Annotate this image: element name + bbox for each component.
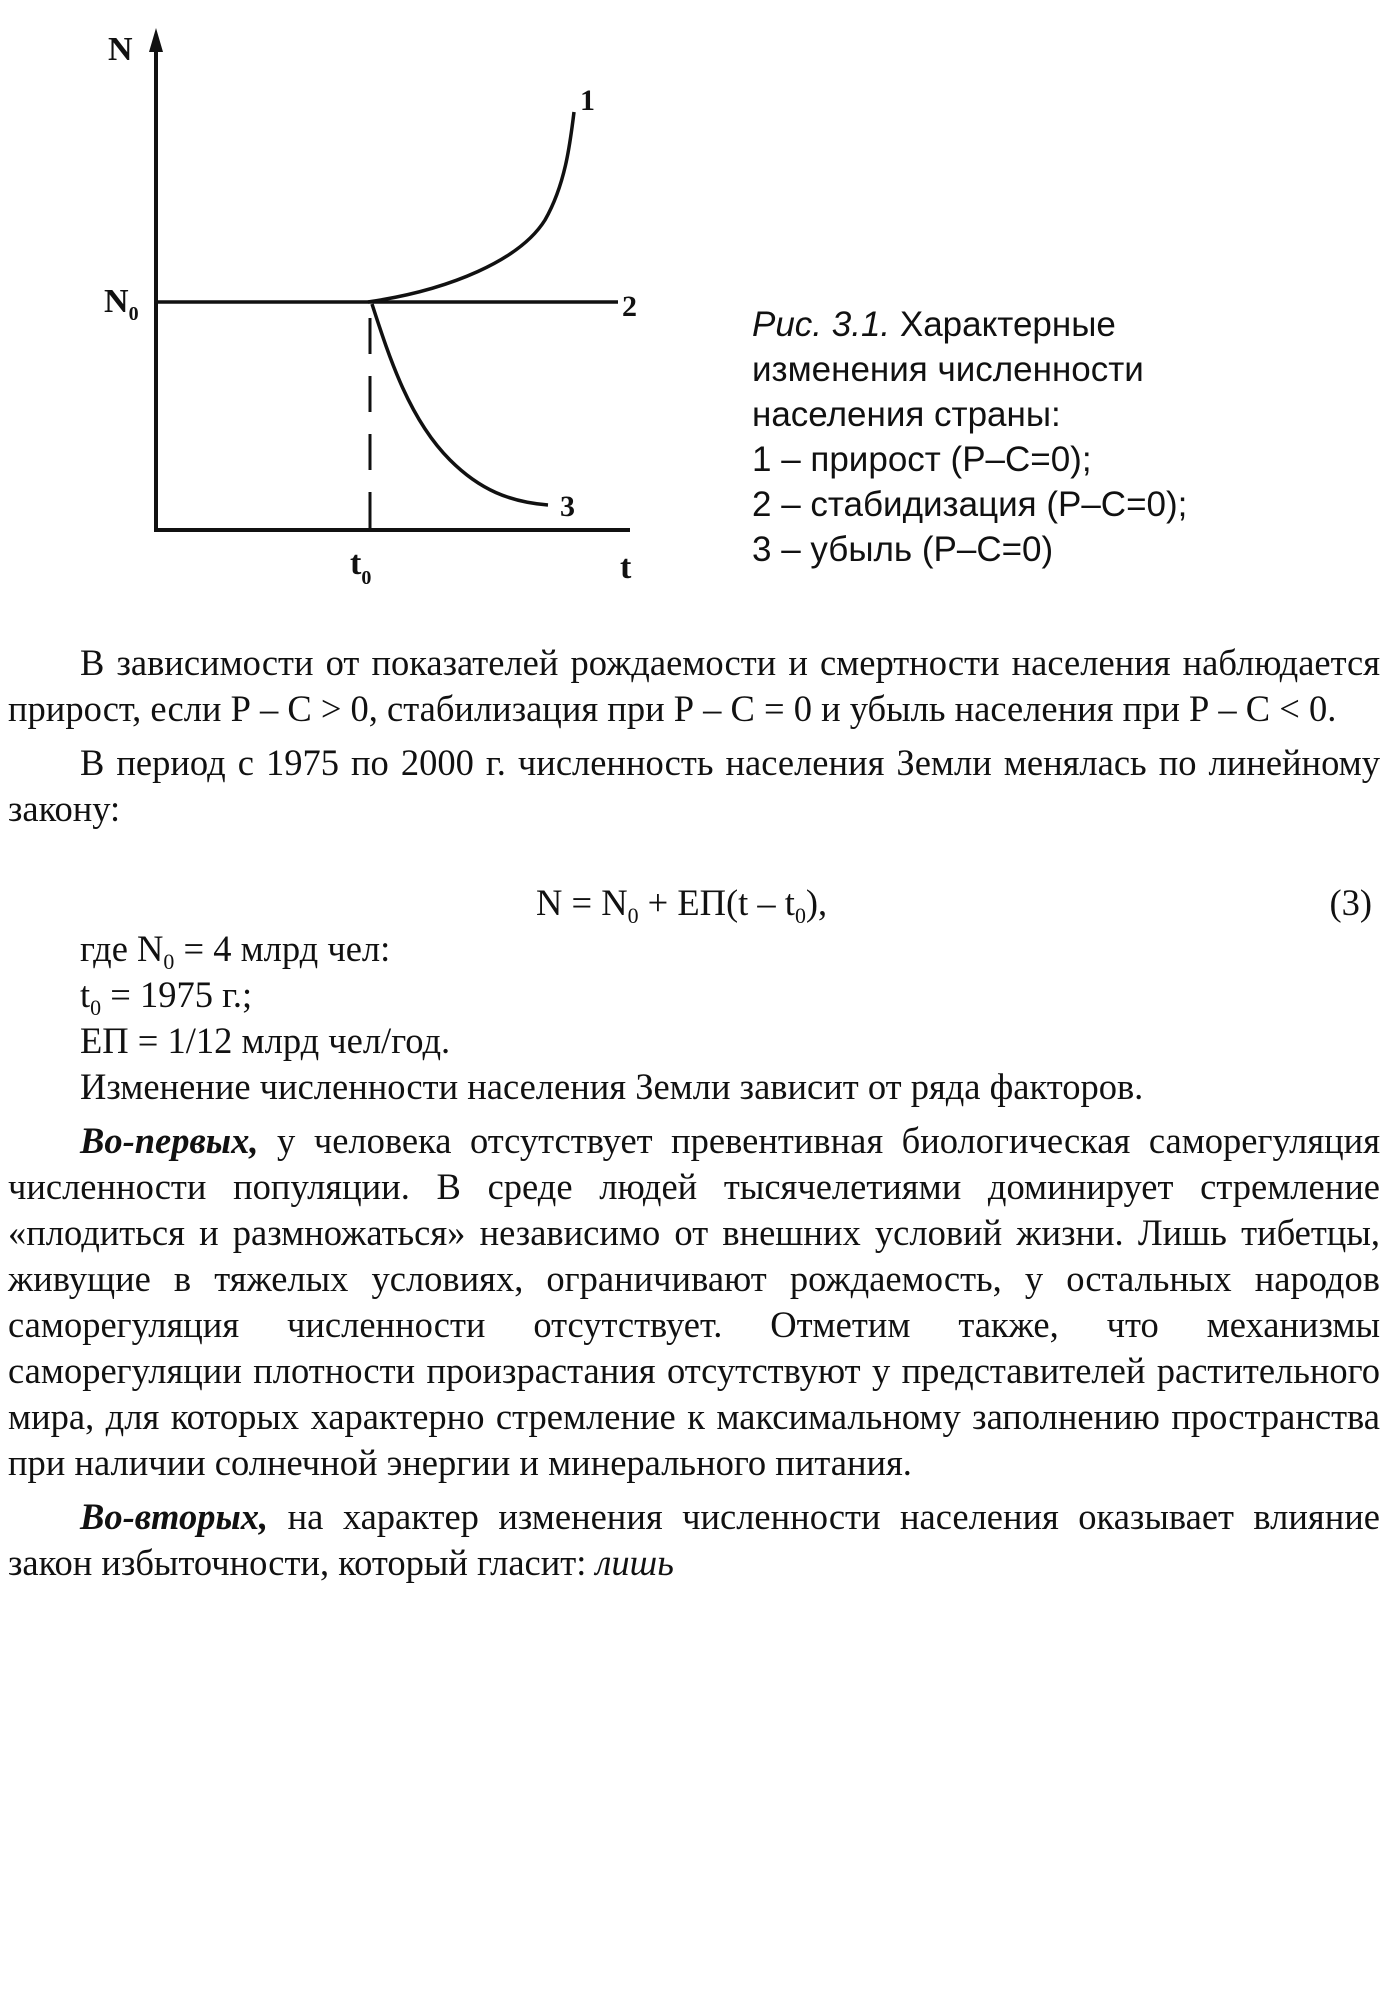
x-axis-label: t (620, 549, 632, 586)
first-emphasis: Во-первых, (80, 1120, 259, 1161)
caption-title-line (752, 302, 1372, 347)
curve-1-growth (368, 112, 574, 302)
equation-number: (3) (1329, 882, 1372, 923)
definition-n0: где $N_0 = 4$ млрд чел: (80, 928, 391, 974)
body-text (8, 640, 1380, 1586)
figure-caption (752, 302, 1372, 572)
definition-t0: $t_0 = 1975$ г.; (80, 974, 253, 1020)
curve-1-label: 1 (580, 84, 595, 117)
t0-tick-label: $t_0$ (350, 545, 372, 589)
second-emphasis: Во-вторых, (80, 1496, 269, 1537)
curve-3-decline (372, 304, 548, 505)
curve-2-label: 2 (622, 290, 637, 323)
caption-figure-number: Рис. 3.1. (752, 305, 891, 344)
paragraph-second-factor: Во-вторых, на характер изменения численности населения оказывает влияние закон избыточности, который гласит: лишь (8, 1496, 1380, 1583)
paragraph-first-factor: Во-первых, у человека отсутствует превентивная биологическая саморегуляция численности популяции. В среде людей тысячелетиями доминирует стремление «плодиться и размножаться» независимо от внешних условий жизни. Лишь тибетцы, живущие в тяжелых условиях, ограничивают рождаемость, у остальных народов саморегуляция численности отсутствует. Отметим также, что механизмы саморегуляции плотности произрастания отсутствуют у представителей растительного мира, для которых характерно стремление к максимальному заполнению пространства при наличии солнечной энергии и минерального питания. (8, 1120, 1380, 1483)
curve-3-label: 3 (560, 490, 575, 523)
n0-tick-label: $N_0$ (104, 283, 139, 325)
caption-line: 1 – прирост (Р–С=0); (752, 440, 1092, 479)
caption-title: Характерные (890, 305, 1116, 344)
paragraph-factors: Изменение численности населения Земли зависит от ряда факторов. (80, 1066, 1144, 1107)
tail-italic: лишь (595, 1542, 674, 1583)
caption-line: населения страны: (752, 395, 1061, 434)
y-axis-label: N (108, 31, 133, 68)
formula-3 (8, 880, 1380, 926)
paragraph-conditions: В зависимости от показателей рождаемости и смертности населения наблюдается прирост, если Р – С > 0, стабилизация при Р – С = 0 и убыль населения при Р – С < 0. (8, 642, 1380, 729)
caption-line: 3 – убыль (Р–С=0) (752, 530, 1054, 569)
figure-3-1 (0, 0, 1387, 620)
y-axis-arrow (149, 28, 163, 52)
caption-line: 2 – стабидизация (Р–С=0); (752, 485, 1188, 524)
formula-expression: $N = N_0 + ЕП(t - t_0)$, (536, 882, 828, 928)
definition-ep: ЕП = 1/12 млрд чел/год. (80, 1020, 451, 1061)
caption-line: изменения численности (752, 350, 1144, 389)
paragraph-linear-law: В период с 1975 по 2000 г. численность населения Земли менялась по линейному закону: (8, 742, 1380, 829)
